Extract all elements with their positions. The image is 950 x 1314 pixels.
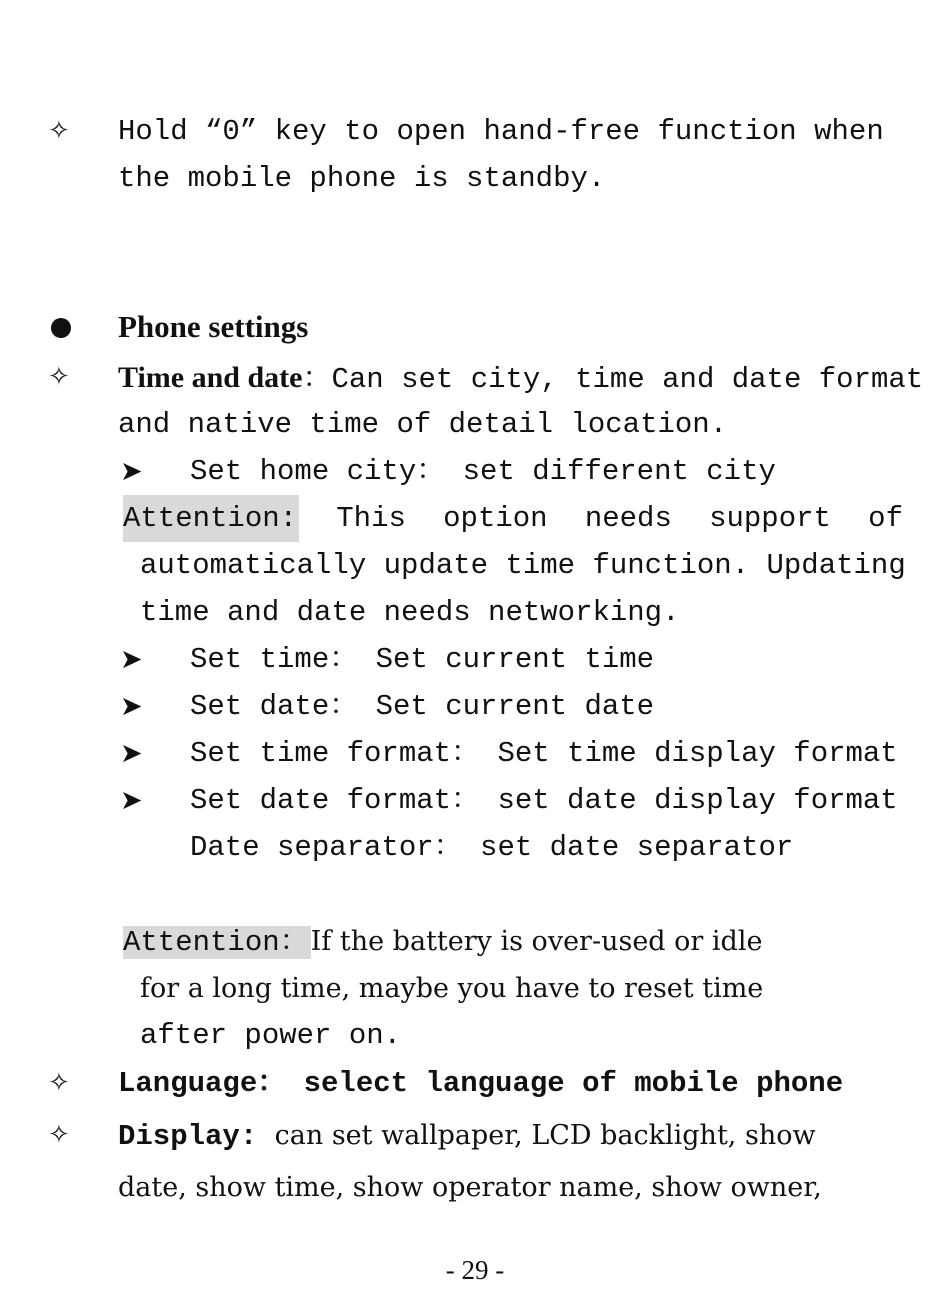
attention-1-word: needs bbox=[584, 502, 672, 535]
time-date-line-1 bbox=[118, 354, 923, 403]
display-line-1-rest: can set wallpaper, LCD backlight, show bbox=[274, 1120, 816, 1151]
home-city-item: Set home city： set different city bbox=[190, 455, 776, 488]
attention-1-line-2: automatically update time function. Updating bbox=[140, 549, 906, 582]
intro-line-1: Hold “0” key to open hand-free function when bbox=[118, 115, 884, 148]
four-point-star-icon: ✧ bbox=[48, 1068, 70, 1098]
attention-1-line-1 bbox=[123, 495, 903, 542]
bullet-dot-icon bbox=[51, 318, 71, 338]
set-time-format-item: Set time format： Set time display format bbox=[190, 737, 898, 770]
time-date-line-2: and native time of detail location. bbox=[118, 408, 728, 441]
display-line-1 bbox=[118, 1112, 816, 1160]
four-point-star-icon: ✧ bbox=[48, 362, 70, 392]
four-point-star-icon: ✧ bbox=[48, 1120, 70, 1150]
set-date-item: Set date： Set current date bbox=[190, 690, 655, 723]
arrow-icon: ➤ bbox=[120, 644, 143, 675]
time-date-label: Time and date bbox=[118, 361, 303, 394]
attention-1-line-3: time and date needs networking. bbox=[140, 596, 680, 629]
attention-1-word: This bbox=[336, 502, 406, 535]
section-heading: Phone settings bbox=[118, 309, 309, 344]
arrow-icon: ➤ bbox=[120, 785, 143, 816]
attention-1-word: of bbox=[868, 502, 903, 535]
four-point-star-icon: ✧ bbox=[48, 116, 70, 146]
arrow-icon: ➤ bbox=[120, 691, 143, 722]
display-label: Display: bbox=[118, 1120, 258, 1153]
arrow-icon: ➤ bbox=[120, 738, 143, 769]
set-time-item: Set time： Set current time bbox=[190, 643, 655, 676]
display-line-2: date, show time, show operator name, show owner, bbox=[118, 1172, 822, 1203]
arrow-icon: ➤ bbox=[120, 456, 143, 487]
attention-2-line-3: after power on. bbox=[140, 1019, 402, 1052]
language-item: Language： select language of mobile phone bbox=[118, 1067, 844, 1100]
intro-line-2: the mobile phone is standby. bbox=[118, 162, 606, 195]
attention-1-word: option bbox=[443, 502, 548, 535]
attention-2-line-1 bbox=[123, 918, 762, 966]
page-number: - 29 - bbox=[445, 1255, 505, 1285]
attention-2-label: Attention： bbox=[123, 926, 309, 959]
attention-1-label: Attention: bbox=[123, 495, 299, 542]
attention-2-line-1-rest: If the battery is over-used or idle bbox=[310, 926, 763, 957]
set-date-format-item: Set date format： set date display format bbox=[190, 784, 898, 817]
date-separator-item: Date separator： set date separator bbox=[190, 831, 794, 864]
attention-2-line-2: for a long time, maybe you have to reset time bbox=[140, 973, 764, 1004]
attention-1-word: support bbox=[709, 502, 831, 535]
time-date-line-1-rest: Can set city, time and date format bbox=[331, 363, 924, 396]
time-date-sep: ： bbox=[302, 363, 332, 396]
